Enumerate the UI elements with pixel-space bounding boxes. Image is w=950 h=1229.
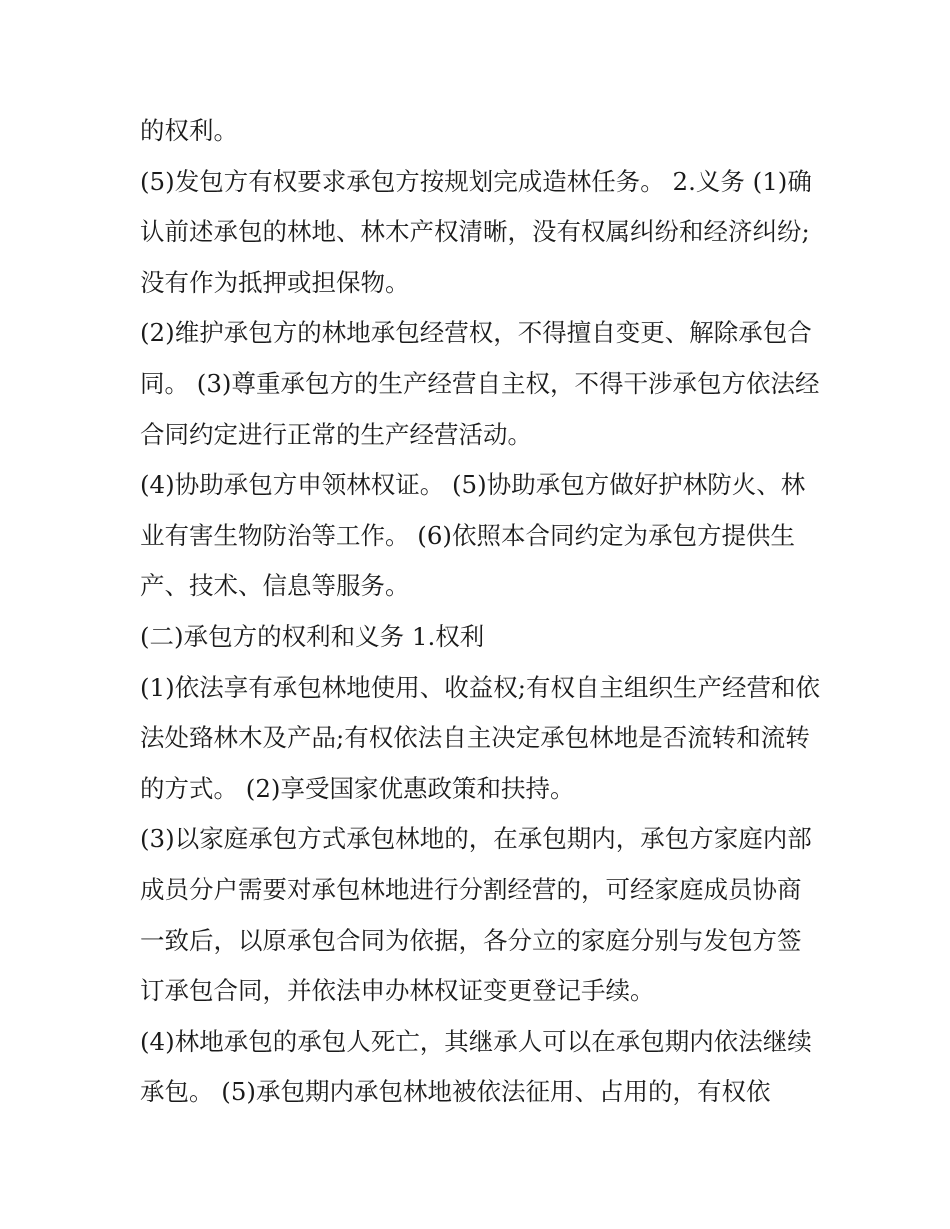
paragraph: (5)发包方有权要求承包方按规划完成造林任务。 2.义务 (1)确认前述承包的林地、林木产权清晰，没有权属纠纷和经济纠纷;没有作为抵押或担保物。 bbox=[140, 166, 812, 297]
section-heading: (二)承包方的权利和义务 1.权利 bbox=[140, 621, 485, 651]
paragraph: (3)以家庭承包方式承包林地的，在承包期内，承包方家庭内部成员分户需要对承包林地进行分割经营的，可经家庭成员协商一致后，以原承包合同为依据，各分立的家庭分别与发包方签订承包合同，并依法申办林权证变更登记手续。 bbox=[140, 824, 812, 1006]
paragraph: (4)协助承包方申领林权证。 (5)协助承包方做好护林防火、林业有害生物防治等工作。 (6)依照本合同约定为承包方提供生产、技术、信息等服务。 bbox=[140, 470, 806, 601]
paragraph: 的权利。 bbox=[140, 116, 238, 145]
paragraph: (2)维护承包方的林地承包经营权，不得擅自变更、解除承包合同。 (3)尊重承包方的生产经营自主权，不得干涉承包方依法经合同约定进行正常的生产经营活动。 bbox=[140, 318, 820, 449]
paragraph: (1)依法享有承包林地使用、收益权;有权自主组织生产经营和依法处臵林木及产品;有权依法自主决定承包林地是否流转和流转的方式。 (2)享受国家优惠政策和扶持。 bbox=[140, 672, 820, 803]
document-body bbox=[140, 106, 820, 1118]
paragraph: (4)林地承包的承包人死亡，其继承人可以在承包期内依法继续承包。 (5)承包期内承包林地被依法征用、占用的，有权依 bbox=[140, 1026, 812, 1107]
